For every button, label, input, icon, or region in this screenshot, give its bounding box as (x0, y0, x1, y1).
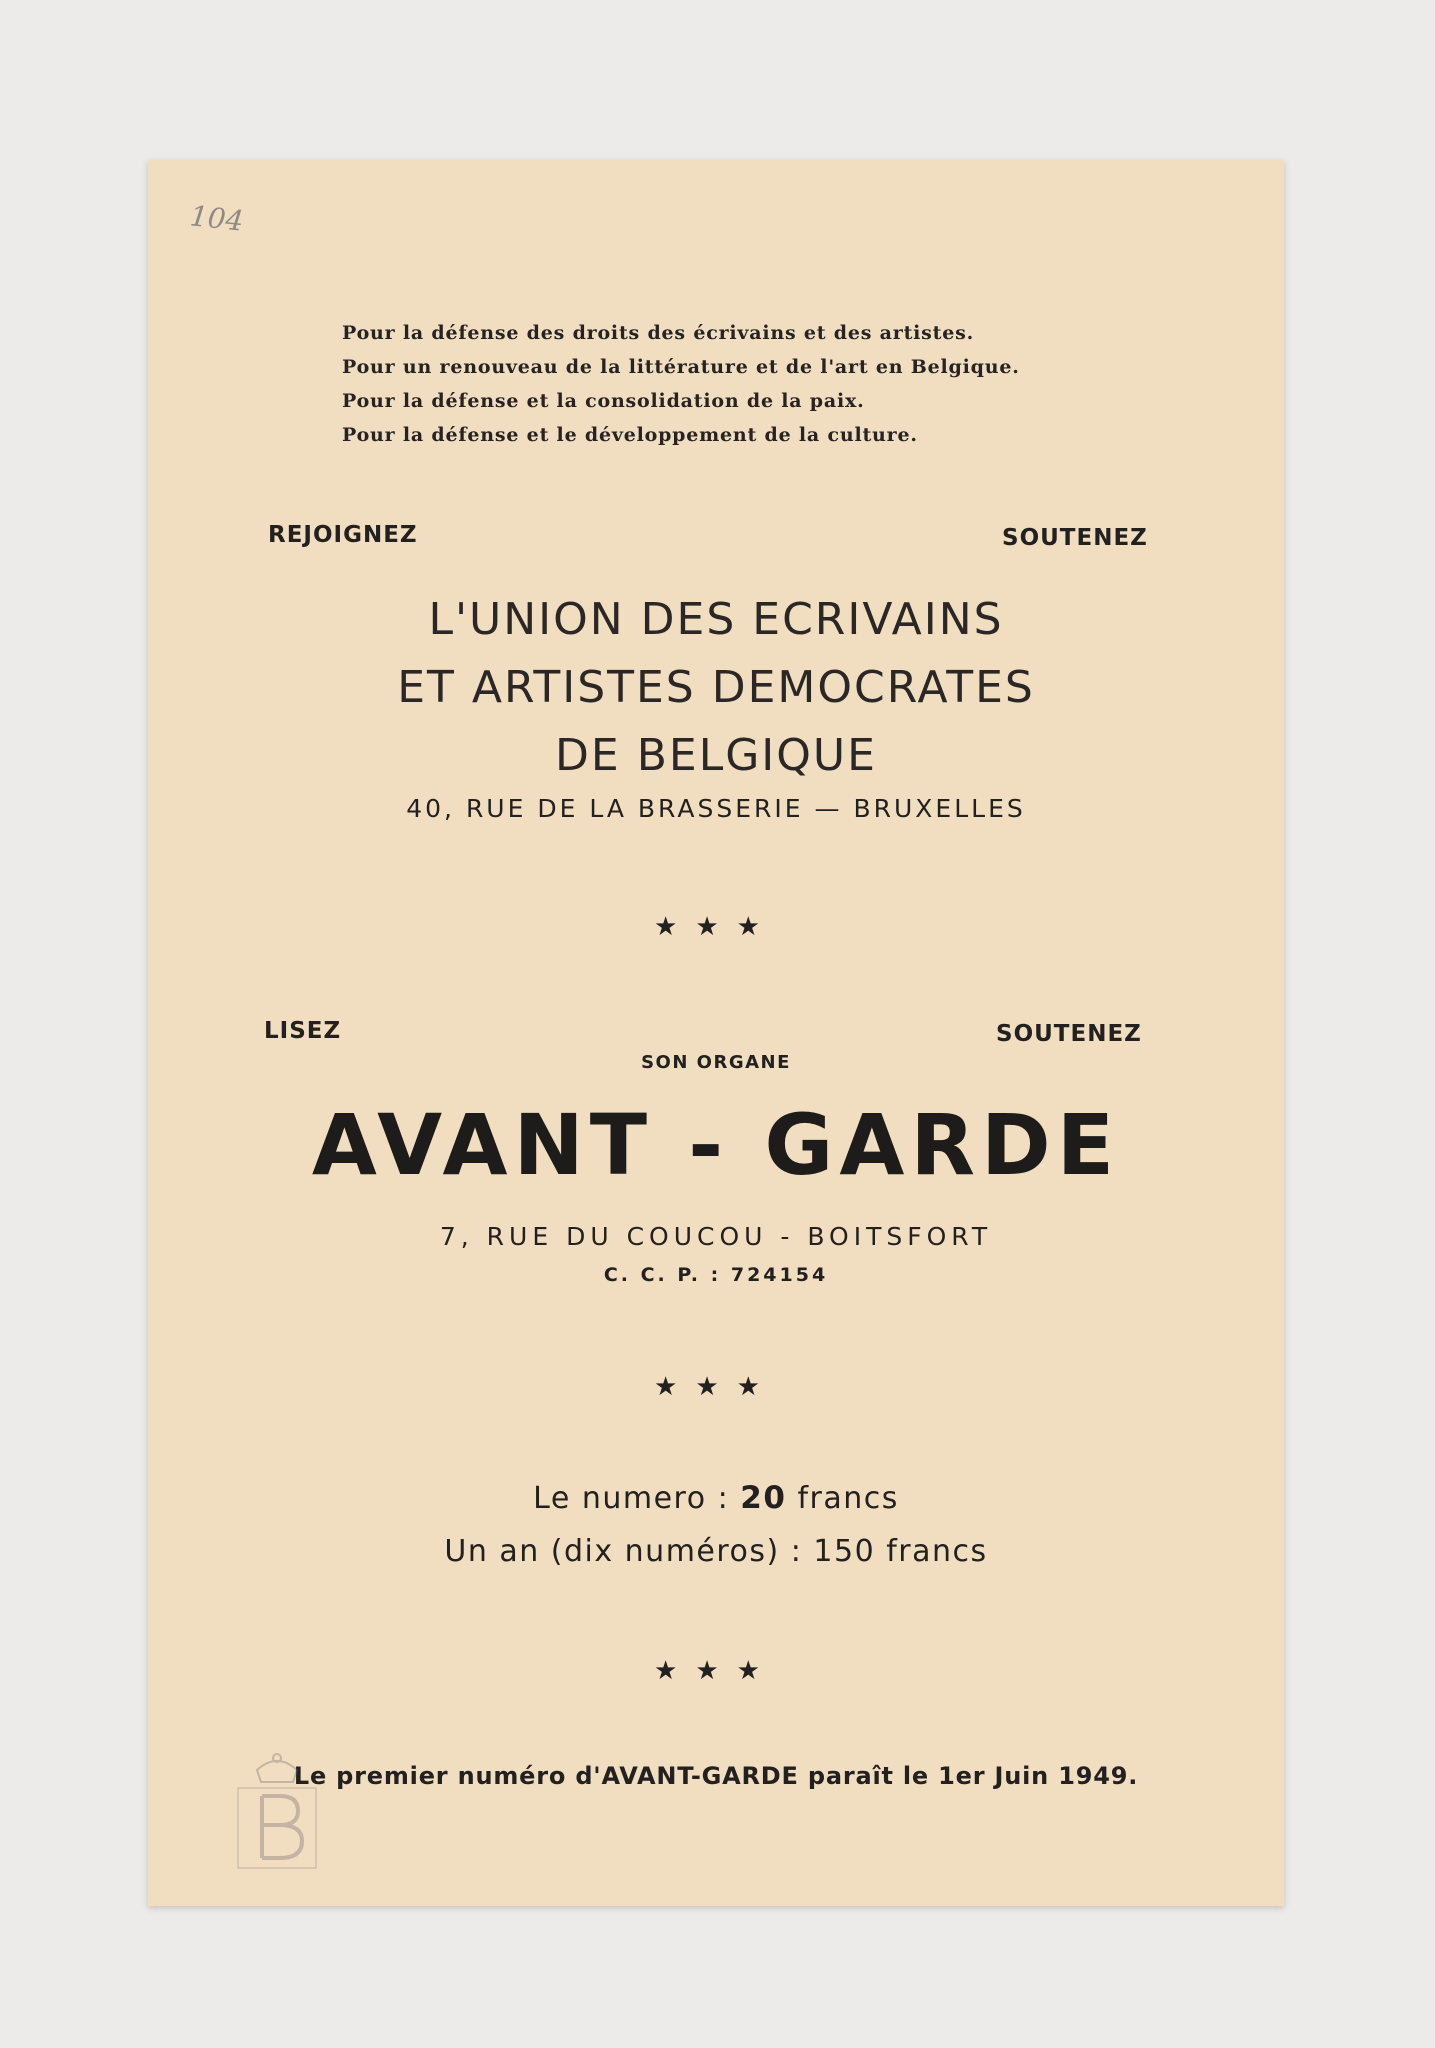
price-per-issue (148, 1480, 1284, 1516)
library-stamp-icon (232, 1748, 322, 1888)
footer-suffix: paraît le 1er Juin 1949. (798, 1762, 1139, 1790)
footer-title: AVANT-GARDE (601, 1762, 799, 1790)
document-sheet (148, 160, 1284, 1906)
journal-address: 7, RUE DU COUCOU - BOITSFORT (439, 1222, 993, 1251)
union-name-line-2: ET ARTISTES DEMOCRATES (397, 662, 1035, 713)
star-divider: ★★★ (654, 1372, 778, 1402)
handwritten-note: 104 (188, 199, 246, 238)
organ-label: SON ORGANE (641, 1052, 791, 1073)
support-label: SOUTENEZ (1002, 525, 1148, 551)
read-label: LISEZ (264, 1018, 342, 1044)
support-label-2: SOUTENEZ (996, 1021, 1142, 1047)
price-issue-amount: 20 (740, 1480, 787, 1516)
mission-statement (342, 316, 1020, 452)
price-issue-prefix: Le numero : (533, 1481, 730, 1516)
postal-account: C. C. P. : 724154 (603, 1264, 829, 1286)
journal-title: AVANT - GARDE (311, 1096, 1121, 1194)
join-label: REJOIGNEZ (268, 522, 418, 548)
mission-line: Pour la défense des droits des écrivains et des artistes. (342, 322, 975, 344)
union-name-line-1: L'UNION DES ECRIVAINS (428, 594, 1004, 645)
mission-line: Pour un renouveau de la littérature et de l'art en Belgique. (342, 356, 1020, 378)
price-per-year: Un an (dix numéros) : 150 francs (444, 1534, 988, 1569)
mission-line: Pour la défense et le développement de la culture. (342, 424, 918, 446)
footer-prefix: Le premier numéro d' (293, 1762, 602, 1790)
union-name-line-3: DE BELGIQUE (555, 730, 877, 781)
union-address: 40, RUE DE LA BRASSERIE — BRUXELLES (406, 794, 1026, 823)
price-issue-suffix: francs (797, 1481, 899, 1516)
mission-line: Pour la défense et la consolidation de la paix. (342, 390, 865, 412)
star-divider: ★★★ (654, 1656, 778, 1686)
star-divider: ★★★ (654, 912, 778, 942)
